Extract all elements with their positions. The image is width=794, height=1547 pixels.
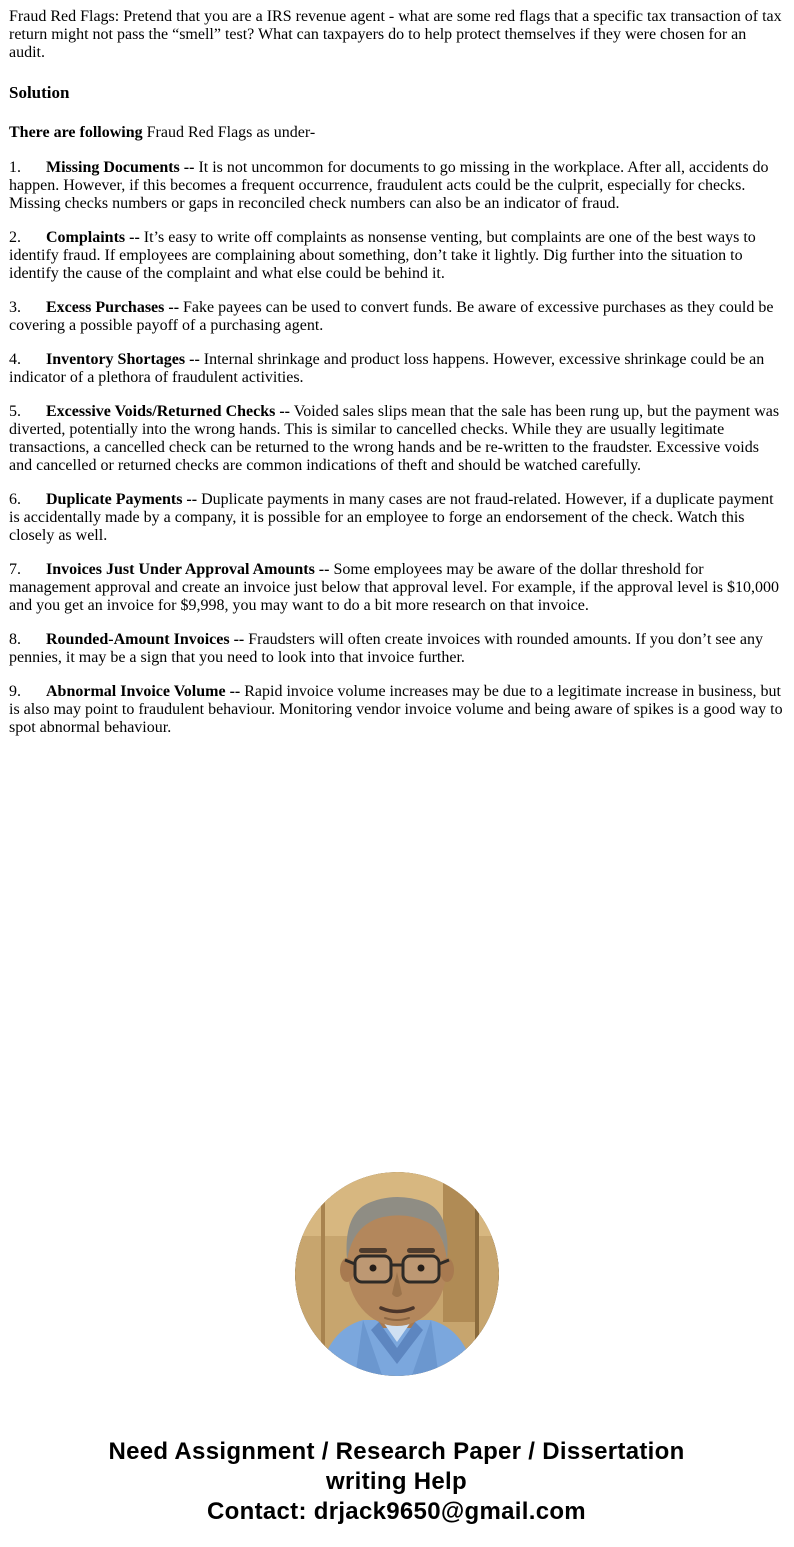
avatar-section — [9, 1172, 784, 1381]
item-title: Excess Purchases -- — [46, 299, 180, 316]
item-title: Inventory Shortages -- — [46, 351, 200, 368]
item-title: Complaints -- — [46, 229, 140, 246]
item-text: Internal shrinkage and product loss happens. However, excessive shrinkage could be an indicator of a plethora of fraudulent activities. — [9, 351, 765, 386]
item-number: 4. — [9, 351, 21, 368]
list-item — [9, 299, 784, 335]
item-number: 9. — [9, 683, 21, 700]
item-text: Fraudsters will often create invoices with rounded amounts. If you don’t see any pennies, it may be a sign that you need to look into that invoice further. — [9, 631, 763, 666]
item-text: Rapid invoice volume increases may be due to a legitimate increase in business, but is also may point to fraudulent behaviour. Monitoring vendor invoice volume and being aware of spikes is a good way to spot abnormal behaviour. — [9, 683, 783, 736]
list-item — [9, 683, 784, 737]
footer-line-2: writing Help — [326, 1468, 467, 1495]
footer-line-1: Need Assignment / Research Paper / Dissertation — [108, 1438, 685, 1465]
item-number: 2. — [9, 229, 21, 246]
item-text: Duplicate payments in many cases are not fraud-related. However, if a duplicate payment is accidentally made by a company, it is possible for an employee to forge an endorsement of the check. Watch this closely as well. — [9, 491, 774, 544]
item-title: Missing Documents -- — [46, 159, 195, 176]
item-title: Abnormal Invoice Volume -- — [46, 683, 241, 700]
list-item — [9, 351, 784, 387]
item-title: Rounded-Amount Invoices -- — [46, 631, 245, 648]
question-text: Fraud Red Flags: Pretend that you are a IRS revenue agent - what are some red flags that a specific tax transaction of tax return might not pass the “smell” test? What can taxpayers do to help protect themselves if they were chosen for an audit. — [9, 8, 782, 61]
intro-rest: Fraud Red Flags as under- — [142, 124, 316, 141]
item-title: Invoices Just Under Approval Amounts -- — [46, 561, 330, 578]
item-number: 3. — [9, 299, 21, 316]
list-item — [9, 561, 784, 615]
intro-text — [9, 124, 784, 142]
item-text: It is not uncommon for documents to go missing in the workplace. After all, accidents do happen. However, if this becomes a frequent occurrence, fraudulent acts could be the culprit, especially for checks. Missing checks numbers or gaps in reconciled check numbers can also be an indicator of fraud. — [9, 159, 769, 212]
intro-bold: There are following — [9, 124, 143, 141]
item-number: 5. — [9, 403, 21, 420]
item-title: Excessive Voids/Returned Checks -- — [46, 403, 291, 420]
list-item — [9, 403, 784, 475]
list-item — [9, 159, 784, 213]
footer-contact-email: Contact: drjack9650@gmail.com — [207, 1498, 586, 1525]
list-item — [9, 631, 784, 667]
item-title: Duplicate Payments -- — [46, 491, 198, 508]
footer-promo — [9, 1437, 784, 1527]
item-number: 6. — [9, 491, 21, 508]
item-number: 1. — [9, 159, 21, 176]
item-number: 7. — [9, 561, 21, 578]
item-text: Voided sales slips mean that the sale has been rung up, but the payment was diverted, potentially into the wrong hands. This is similar to cancelled checks. While they are usually legitimate transactions, a cancelled check can be returned to the wrong hands and be re-written to the fraudster. Excessive voids and cancelled or returned checks are common indications of theft and should be watched carefully. — [9, 403, 780, 474]
tutor-portrait-illustration — [295, 1172, 499, 1376]
list-item — [9, 491, 784, 545]
item-number: 8. — [9, 631, 21, 648]
list-item — [9, 229, 784, 283]
solution-heading: Solution — [9, 83, 70, 102]
tutor-avatar — [295, 1172, 499, 1376]
item-text: Fake payees can be used to convert funds. Be aware of excessive purchases as they could be covering a possible payoff of a purchasing agent. — [9, 299, 774, 334]
item-text: It’s easy to write off complaints as nonsense venting, but complaints are one of the best ways to identify fraud. If employees are complaining about something, don’t take it lightly. Dig further into the situation to identify the cause of the complaint and what else could be behind it. — [9, 229, 756, 282]
item-text: Some employees may be aware of the dollar threshold for management approval and create an invoice just below that approval level. For example, if the approval level is $10,000 and you get an invoice for $9,998, you may want to do a bit more research on that invoice. — [9, 561, 779, 614]
